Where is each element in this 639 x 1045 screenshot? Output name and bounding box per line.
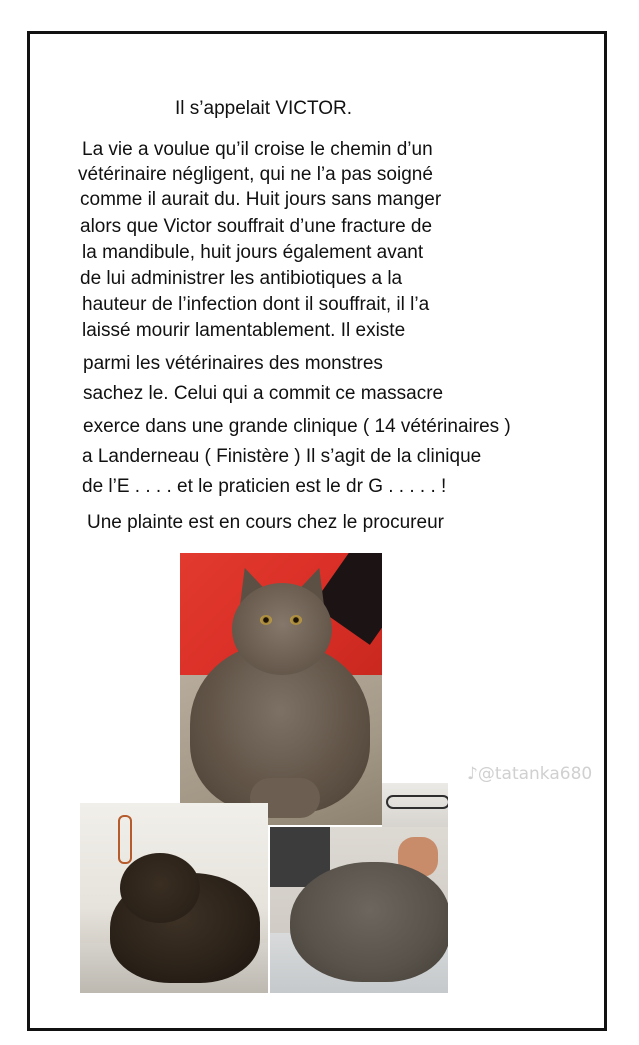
text-line-3: comme il aurait du. Huit jours sans manger xyxy=(80,189,442,210)
watermark-handle: @tatanka680 xyxy=(477,764,593,784)
text-line-12: a Landerneau ( Finistère ) Il s’agit de la clinique xyxy=(82,446,482,467)
text-line-14: Une plainte est en cours chez le procureur xyxy=(87,512,444,533)
document-title: Il s’appelait VICTOR. xyxy=(175,98,353,119)
text-line-2: vétérinaire négligent, qui ne l’a pas soigné xyxy=(78,164,433,185)
text-line-8: laissé mourir lamentablement. Il existe xyxy=(82,320,406,341)
text-line-7: hauteur de l’infection dont il souffrait, il l’a xyxy=(82,294,430,315)
text-line-5: la mandibule, huit jours également avant xyxy=(82,242,424,263)
text-line-13: de l’E . . . . et le praticien est le dr G . . . . . ! xyxy=(82,476,447,497)
text-line-4: alors que Victor souffrait d’une fracture de xyxy=(80,216,433,237)
text-line-1: La vie a voulue qu’il croise le chemin d’un xyxy=(82,139,433,160)
tiktok-watermark xyxy=(467,764,592,784)
text-line-10: sachez le. Celui qui a commit ce massacre xyxy=(83,383,444,404)
text-line-6: de lui administrer les antibiotiques a la xyxy=(80,268,403,289)
dark-cat-photo xyxy=(80,803,268,993)
main-cat-photo xyxy=(180,553,382,825)
tiktok-icon: ♪ xyxy=(467,764,478,784)
cable-photo xyxy=(382,783,448,827)
text-line-11: exerce dans une grande clinique ( 14 vétérinaires ) xyxy=(83,416,511,437)
text-line-9: parmi les vétérinaires des monstres xyxy=(83,353,383,374)
grey-cat-photo xyxy=(270,827,448,993)
